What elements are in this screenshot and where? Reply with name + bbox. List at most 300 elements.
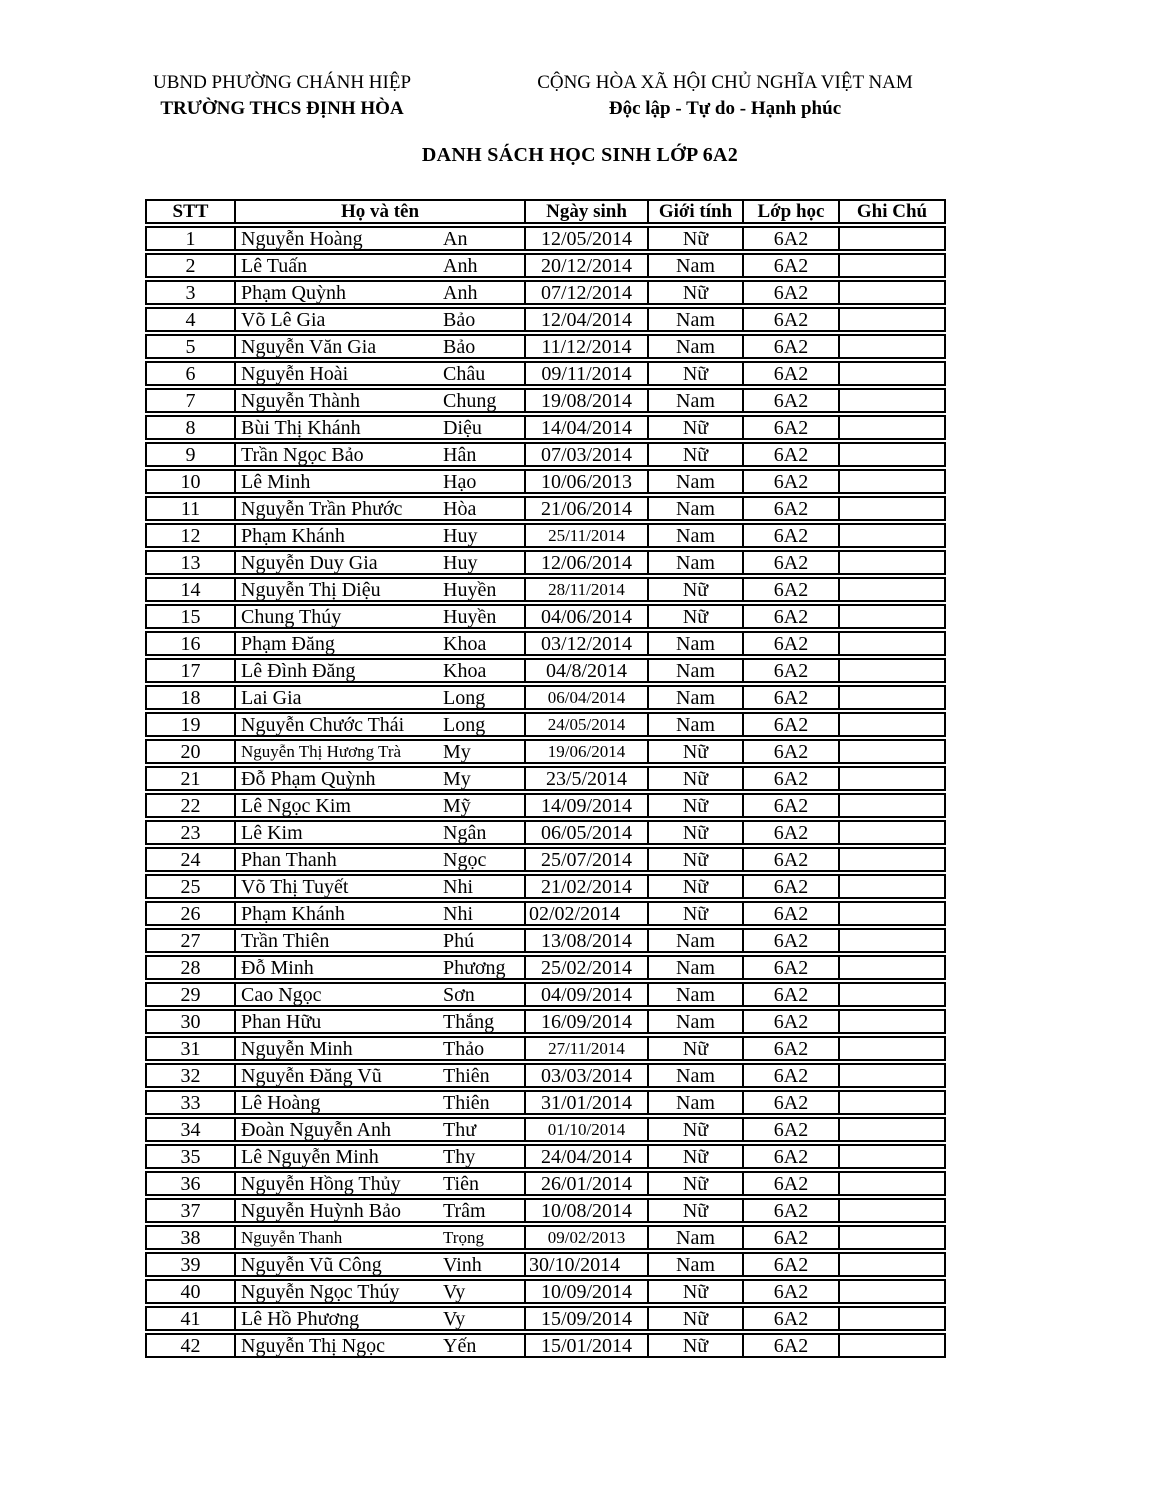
cell-class: 6A2: [744, 606, 840, 627]
cell-gender: Nữ: [649, 822, 744, 843]
student-surname: Nguyễn Thị Ngọc: [241, 1334, 386, 1357]
cell-class: 6A2: [744, 579, 840, 600]
cell-gender: Nam: [649, 687, 744, 708]
cell-name: [236, 552, 526, 573]
org-name-line1: UBND PHƯỜNG CHÁNH HIỆP: [152, 72, 412, 93]
table-row: [145, 1306, 946, 1331]
student-surname: Nguyễn Thanh: [241, 1227, 343, 1247]
cell-stt: 18: [147, 687, 236, 708]
cell-class: 6A2: [744, 849, 840, 870]
student-surname: Nguyễn Thành: [241, 389, 361, 412]
cell-class: 6A2: [744, 1335, 840, 1356]
table-row: [145, 685, 946, 710]
cell-dob: 21/02/2014: [526, 876, 649, 897]
cell-name: [236, 1200, 526, 1221]
cell-stt: 15: [147, 606, 236, 627]
student-given-name: Vinh: [443, 1253, 482, 1276]
cell-stt: 13: [147, 552, 236, 573]
cell-note: [840, 606, 944, 627]
cell-note: [840, 498, 944, 519]
cell-gender: Nữ: [649, 1308, 744, 1329]
cell-stt: 36: [147, 1173, 236, 1194]
table-row: [145, 631, 946, 656]
cell-class: 6A2: [744, 282, 840, 303]
cell-dob: 04/09/2014: [526, 984, 649, 1005]
cell-name: [236, 1119, 526, 1140]
cell-stt: 17: [147, 660, 236, 681]
cell-gender: Nữ: [649, 606, 744, 627]
column-header-class: Lớp học: [744, 201, 840, 222]
cell-class: 6A2: [744, 390, 840, 411]
cell-gender: Nam: [649, 498, 744, 519]
cell-dob: 31/01/2014: [526, 1092, 649, 1113]
table-row: [145, 901, 946, 926]
cell-note: [840, 1173, 944, 1194]
cell-note: [840, 444, 944, 465]
cell-stt: 38: [147, 1227, 236, 1248]
cell-note: [840, 849, 944, 870]
cell-dob: 09/11/2014: [526, 363, 649, 384]
cell-gender: Nữ: [649, 1146, 744, 1167]
student-given-name: My: [443, 740, 471, 763]
cell-class: 6A2: [744, 714, 840, 735]
cell-dob: 19/06/2014: [526, 741, 649, 762]
cell-class: 6A2: [744, 984, 840, 1005]
table-row: [145, 496, 946, 521]
cell-class: 6A2: [744, 822, 840, 843]
student-given-name: Anh: [443, 281, 478, 304]
national-motto-line: Độc lập - Tự do - Hạnh phúc: [608, 98, 842, 119]
student-given-name: Nhi: [443, 902, 473, 925]
student-given-name: Huyền: [443, 578, 497, 601]
cell-stt: 5: [147, 336, 236, 357]
student-surname: Phạm Khánh: [241, 524, 345, 547]
cell-gender: Nam: [649, 633, 744, 654]
cell-name: [236, 795, 526, 816]
cell-gender: Nam: [649, 336, 744, 357]
cell-name: [236, 498, 526, 519]
cell-dob: 15/01/2014: [526, 1335, 649, 1356]
cell-dob: 20/12/2014: [526, 255, 649, 276]
student-surname: Nguyễn Đăng Vũ: [241, 1064, 382, 1087]
cell-class: 6A2: [744, 768, 840, 789]
national-title-line: CỘNG HÒA XÃ HỘI CHỦ NGHĨA VIỆT NAM: [537, 72, 913, 93]
cell-note: [840, 1065, 944, 1086]
student-given-name: Hạo: [443, 470, 477, 493]
column-header-name: Họ và tên: [236, 201, 526, 222]
cell-class: 6A2: [744, 876, 840, 897]
cell-name: [236, 390, 526, 411]
cell-note: [840, 1146, 944, 1167]
cell-gender: Nam: [649, 714, 744, 735]
student-surname: Đoàn Nguyễn Anh: [241, 1118, 391, 1141]
cell-dob: 10/06/2013: [526, 471, 649, 492]
cell-gender: Nữ: [649, 903, 744, 924]
cell-name: [236, 579, 526, 600]
table-row: [145, 550, 946, 575]
cell-note: [840, 1038, 944, 1059]
cell-class: 6A2: [744, 795, 840, 816]
cell-gender: Nữ: [649, 417, 744, 438]
cell-note: [840, 525, 944, 546]
cell-note: [840, 984, 944, 1005]
cell-class: 6A2: [744, 633, 840, 654]
student-surname: Lê Hoàng: [241, 1091, 321, 1114]
cell-class: 6A2: [744, 363, 840, 384]
cell-dob: 02/02/2014: [526, 903, 649, 924]
cell-name: [236, 363, 526, 384]
cell-note: [840, 552, 944, 573]
cell-name: [236, 1281, 526, 1302]
cell-name: [236, 903, 526, 924]
cell-dob: 12/05/2014: [526, 228, 649, 249]
org-name-line2: TRƯỜNG THCS ĐỊNH HÒA: [160, 98, 404, 119]
cell-stt: 42: [147, 1335, 236, 1356]
cell-name: [236, 633, 526, 654]
table-row: [145, 280, 946, 305]
cell-stt: 26: [147, 903, 236, 924]
cell-note: [840, 1092, 944, 1113]
cell-name: [236, 930, 526, 951]
cell-name: [236, 768, 526, 789]
cell-stt: 23: [147, 822, 236, 843]
cell-name: [236, 741, 526, 762]
table-row: [145, 982, 946, 1007]
cell-class: 6A2: [744, 498, 840, 519]
student-surname: Lê Kim: [241, 821, 303, 844]
cell-dob: 01/10/2014: [526, 1119, 649, 1140]
cell-stt: 40: [147, 1281, 236, 1302]
table-row: [145, 334, 946, 359]
cell-dob: 06/04/2014: [526, 687, 649, 708]
cell-dob: 26/01/2014: [526, 1173, 649, 1194]
cell-stt: 31: [147, 1038, 236, 1059]
student-table: [145, 199, 946, 1360]
table-row: [145, 928, 946, 953]
student-given-name: Chung: [443, 389, 497, 412]
cell-name: [236, 1011, 526, 1032]
table-row: [145, 712, 946, 737]
cell-dob: 25/07/2014: [526, 849, 649, 870]
cell-name: [236, 687, 526, 708]
student-surname: Cao Ngọc: [241, 983, 322, 1006]
cell-stt: 37: [147, 1200, 236, 1221]
cell-note: [840, 822, 944, 843]
student-surname: Phạm Quỳnh: [241, 281, 346, 304]
cell-note: [840, 417, 944, 438]
cell-gender: Nữ: [649, 1335, 744, 1356]
student-surname: Nguyễn Vũ Công: [241, 1253, 382, 1276]
cell-note: [840, 255, 944, 276]
cell-dob: 16/09/2014: [526, 1011, 649, 1032]
cell-note: [840, 957, 944, 978]
cell-note: [840, 1254, 944, 1275]
cell-gender: Nữ: [649, 1119, 744, 1140]
cell-class: 6A2: [744, 1119, 840, 1140]
cell-name: [236, 228, 526, 249]
cell-dob: 28/11/2014: [526, 579, 649, 600]
student-surname: Nguyễn Hoài: [241, 362, 349, 385]
cell-gender: Nam: [649, 1227, 744, 1248]
cell-name: [236, 1335, 526, 1356]
student-given-name: Thy: [443, 1145, 476, 1168]
cell-name: [236, 660, 526, 681]
table-header-row: [145, 199, 946, 224]
cell-name: [236, 822, 526, 843]
cell-stt: 4: [147, 309, 236, 330]
cell-note: [840, 1011, 944, 1032]
student-given-name: Thiên: [443, 1064, 490, 1087]
cell-gender: Nữ: [649, 1038, 744, 1059]
cell-name: [236, 1308, 526, 1329]
table-row: [145, 847, 946, 872]
cell-gender: Nữ: [649, 444, 744, 465]
cell-note: [840, 471, 944, 492]
cell-name: [236, 1092, 526, 1113]
cell-note: [840, 633, 944, 654]
table-row: [145, 1117, 946, 1142]
cell-class: 6A2: [744, 417, 840, 438]
cell-gender: Nữ: [649, 1200, 744, 1221]
cell-name: [236, 1254, 526, 1275]
cell-class: 6A2: [744, 1038, 840, 1059]
table-row: [145, 577, 946, 602]
cell-gender: Nam: [649, 390, 744, 411]
table-row: [145, 307, 946, 332]
cell-class: 6A2: [744, 1011, 840, 1032]
cell-class: 6A2: [744, 336, 840, 357]
cell-gender: Nữ: [649, 768, 744, 789]
student-given-name: Trọng: [443, 1227, 484, 1247]
student-given-name: Ngọc: [443, 848, 487, 871]
cell-note: [840, 390, 944, 411]
cell-class: 6A2: [744, 687, 840, 708]
cell-gender: Nam: [649, 660, 744, 681]
cell-dob: 04/06/2014: [526, 606, 649, 627]
student-surname: Nguyễn Hồng Thủy: [241, 1172, 401, 1195]
table-row: [145, 793, 946, 818]
cell-stt: 9: [147, 444, 236, 465]
cell-stt: 35: [147, 1146, 236, 1167]
student-given-name: Khoa: [443, 632, 487, 655]
cell-gender: Nam: [649, 930, 744, 951]
student-surname: Phan Thanh: [241, 848, 337, 871]
cell-name: [236, 957, 526, 978]
cell-dob: 13/08/2014: [526, 930, 649, 951]
student-given-name: Ngân: [443, 821, 487, 844]
student-surname: Nguyễn Hoàng: [241, 227, 363, 250]
cell-dob: 24/04/2014: [526, 1146, 649, 1167]
cell-note: [840, 1119, 944, 1140]
table-row: [145, 226, 946, 251]
cell-dob: 15/09/2014: [526, 1308, 649, 1329]
cell-class: 6A2: [744, 1065, 840, 1086]
student-given-name: Vy: [443, 1280, 466, 1303]
cell-gender: Nữ: [649, 282, 744, 303]
cell-note: [840, 579, 944, 600]
cell-name: [236, 1173, 526, 1194]
cell-gender: Nữ: [649, 795, 744, 816]
student-surname: Lê Đình Đăng: [241, 659, 356, 682]
cell-stt: 6: [147, 363, 236, 384]
student-surname: Lê Tuấn: [241, 254, 308, 277]
student-surname: Lai Gia: [241, 686, 302, 709]
cell-name: [236, 417, 526, 438]
cell-dob: 03/03/2014: [526, 1065, 649, 1086]
cell-dob: 10/09/2014: [526, 1281, 649, 1302]
student-surname: Bùi Thị Khánh: [241, 416, 361, 439]
student-given-name: Anh: [443, 254, 478, 277]
cell-note: [840, 903, 944, 924]
cell-dob: 10/08/2014: [526, 1200, 649, 1221]
cell-stt: 30: [147, 1011, 236, 1032]
student-surname: Võ Thị Tuyết: [241, 875, 349, 898]
cell-gender: Nữ: [649, 876, 744, 897]
student-surname: Nguyễn Minh: [241, 1037, 353, 1060]
cell-name: [236, 255, 526, 276]
cell-note: [840, 1308, 944, 1329]
student-surname: Nguyễn Thị Hương Trà: [241, 741, 402, 761]
cell-note: [840, 1335, 944, 1356]
cell-dob: 12/04/2014: [526, 309, 649, 330]
cell-name: [236, 1065, 526, 1086]
cell-gender: Nam: [649, 957, 744, 978]
cell-stt: 8: [147, 417, 236, 438]
student-surname: Phạm Khánh: [241, 902, 345, 925]
cell-stt: 19: [147, 714, 236, 735]
table-row: [145, 1198, 946, 1223]
cell-class: 6A2: [744, 1281, 840, 1302]
student-given-name: Hân: [443, 443, 477, 466]
cell-gender: Nam: [649, 309, 744, 330]
student-given-name: An: [443, 227, 468, 250]
cell-gender: Nữ: [649, 579, 744, 600]
cell-gender: Nữ: [649, 1281, 744, 1302]
table-row: [145, 1144, 946, 1169]
cell-gender: Nam: [649, 552, 744, 573]
table-row: [145, 874, 946, 899]
cell-dob: 14/09/2014: [526, 795, 649, 816]
cell-class: 6A2: [744, 957, 840, 978]
cell-gender: Nam: [649, 255, 744, 276]
table-row: [145, 1009, 946, 1034]
cell-dob: 27/11/2014: [526, 1038, 649, 1059]
student-surname: Trần Ngọc Bảo: [241, 443, 364, 466]
cell-stt: 10: [147, 471, 236, 492]
page-title: DANH SÁCH HỌC SINH LỚP 6A2: [421, 144, 739, 166]
cell-class: 6A2: [744, 228, 840, 249]
student-table-body: [145, 226, 946, 1358]
cell-stt: 41: [147, 1308, 236, 1329]
cell-name: [236, 1038, 526, 1059]
cell-stt: 32: [147, 1065, 236, 1086]
cell-class: 6A2: [744, 255, 840, 276]
cell-note: [840, 687, 944, 708]
cell-note: [840, 930, 944, 951]
cell-note: [840, 282, 944, 303]
table-row: [145, 955, 946, 980]
cell-gender: Nữ: [649, 849, 744, 870]
national-motto-block: [531, 70, 919, 122]
cell-gender: Nam: [649, 984, 744, 1005]
cell-name: [236, 714, 526, 735]
cell-note: [840, 876, 944, 897]
cell-name: [236, 984, 526, 1005]
cell-gender: Nữ: [649, 228, 744, 249]
cell-dob: 11/12/2014: [526, 336, 649, 357]
table-row: [145, 1036, 946, 1061]
student-surname: Nguyễn Huỳnh Bảo: [241, 1199, 401, 1222]
student-surname: Phan Hữu: [241, 1010, 322, 1033]
cell-dob: 04/8/2014: [526, 660, 649, 681]
cell-note: [840, 1227, 944, 1248]
student-given-name: Thư: [443, 1118, 477, 1141]
cell-stt: 29: [147, 984, 236, 1005]
cell-class: 6A2: [744, 552, 840, 573]
table-row: [145, 1063, 946, 1088]
student-surname: Nguyễn Duy Gia: [241, 551, 378, 574]
cell-dob: 30/10/2014: [526, 1254, 649, 1275]
cell-stt: 20: [147, 741, 236, 762]
cell-note: [840, 660, 944, 681]
student-surname: Trần Thiên: [241, 929, 330, 952]
student-surname: Lê Hồ Phương: [241, 1307, 360, 1330]
cell-dob: 19/08/2014: [526, 390, 649, 411]
table-row: [145, 820, 946, 845]
cell-class: 6A2: [744, 741, 840, 762]
student-given-name: Thắng: [443, 1010, 495, 1033]
cell-class: 6A2: [744, 1227, 840, 1248]
student-given-name: Thảo: [443, 1037, 485, 1060]
student-surname: Lê Ngọc Kim: [241, 794, 351, 817]
student-surname: Nguyễn Trần Phước: [241, 497, 403, 520]
cell-stt: 16: [147, 633, 236, 654]
student-surname: Lê Nguyễn Minh: [241, 1145, 379, 1168]
cell-stt: 3: [147, 282, 236, 303]
cell-gender: Nữ: [649, 1173, 744, 1194]
cell-dob: 07/03/2014: [526, 444, 649, 465]
table-row: [145, 523, 946, 548]
student-given-name: Vy: [443, 1307, 466, 1330]
cell-name: [236, 1146, 526, 1167]
table-row: [145, 1252, 946, 1277]
cell-stt: 33: [147, 1092, 236, 1113]
org-header-block: [148, 70, 416, 122]
cell-note: [840, 336, 944, 357]
table-row: [145, 1171, 946, 1196]
cell-dob: 25/11/2014: [526, 525, 649, 546]
cell-gender: Nam: [649, 525, 744, 546]
cell-note: [840, 363, 944, 384]
cell-stt: 2: [147, 255, 236, 276]
cell-class: 6A2: [744, 1173, 840, 1194]
table-row: [145, 1279, 946, 1304]
cell-class: 6A2: [744, 525, 840, 546]
cell-name: [236, 849, 526, 870]
student-given-name: Huy: [443, 524, 478, 547]
cell-note: [840, 714, 944, 735]
table-row: [145, 415, 946, 440]
column-header-note: Ghi Chú: [856, 200, 928, 222]
cell-stt: 22: [147, 795, 236, 816]
cell-name: [236, 525, 526, 546]
cell-note: [840, 741, 944, 762]
cell-gender: Nam: [649, 471, 744, 492]
student-given-name: Sơn: [443, 983, 475, 1006]
cell-stt: 24: [147, 849, 236, 870]
cell-note: [840, 1200, 944, 1221]
cell-stt: 28: [147, 957, 236, 978]
